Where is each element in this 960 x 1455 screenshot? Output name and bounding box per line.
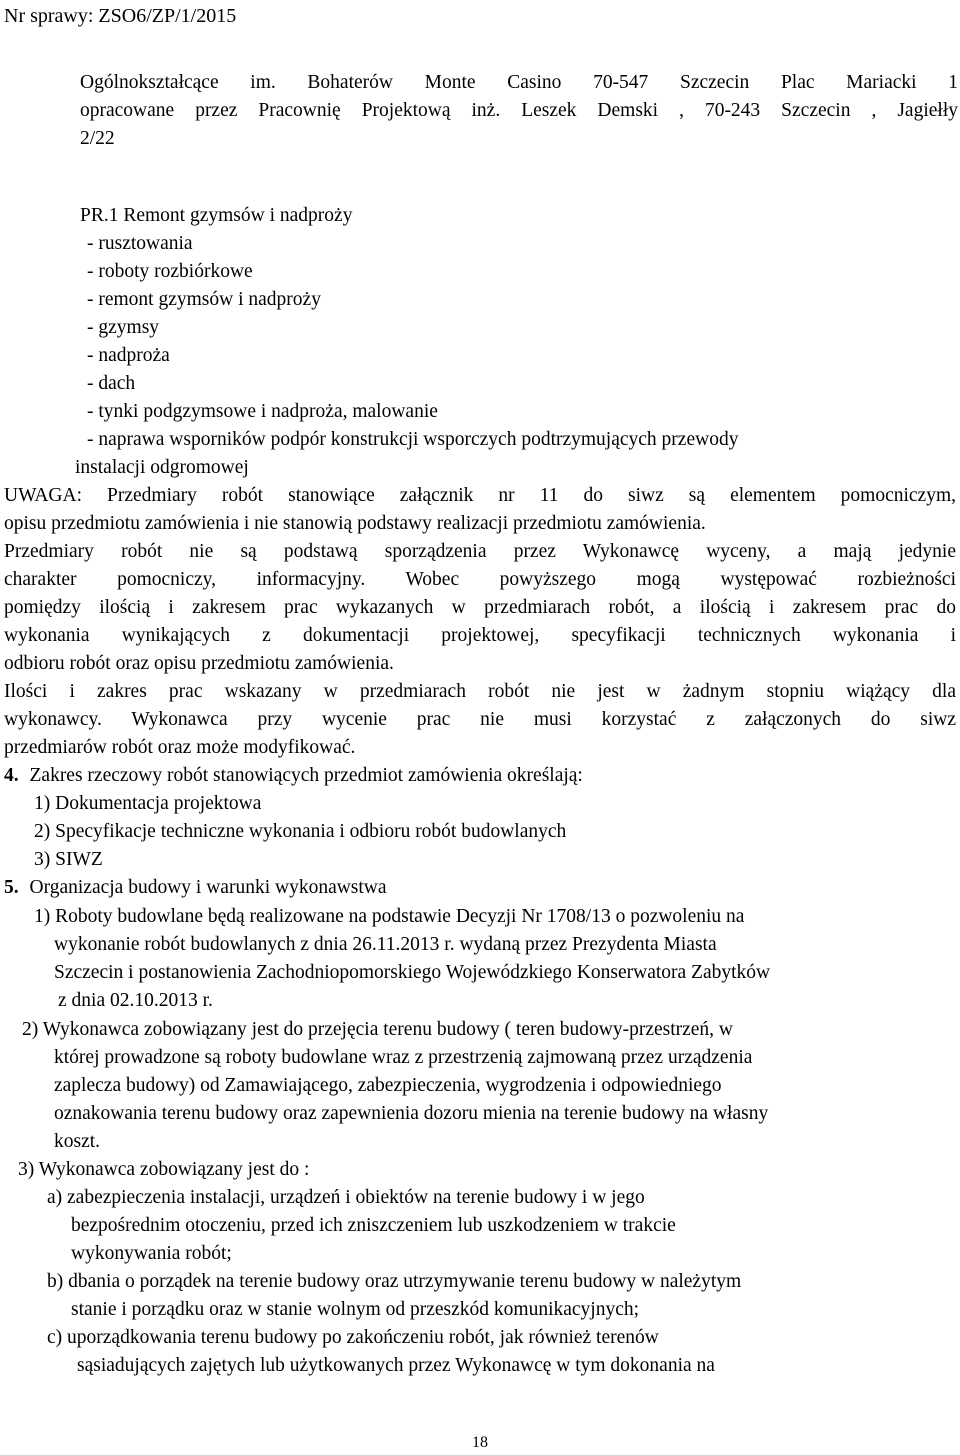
section-5-item-2: koszt. <box>54 1131 101 1152</box>
section-5-title: Organizacja budowy i warunki wykonawstwa <box>29 877 387 898</box>
section-4-item: 2) Specyfikacje techniczne wykonania i odbioru robót budowlanych <box>34 821 567 842</box>
section-5-item-1: wykonanie robót budowlanych z dnia 26.11.2013 r. wydaną przez Prezydenta Miasta <box>54 934 717 955</box>
section-5-item-3c: c) uporządkowania terenu budowy po zakończeniu robót, jak również terenów <box>47 1327 659 1348</box>
uwaga-line: odbioru robót oraz opisu przedmiotu zamówienia. <box>4 653 394 674</box>
section-4-item: 1) Dokumentacja projektowa <box>34 793 262 814</box>
intro-line-3: 2/22 <box>80 128 115 149</box>
pr1-item: - roboty rozbiórkowe <box>87 261 253 282</box>
pr1-item: - tynki podgzymsowe i nadproża, malowanie <box>87 401 438 422</box>
section-5-item-3a: a) zabezpieczenia instalacji, urządzeń i obiektów na terenie budowy i w jego <box>47 1187 645 1208</box>
uwaga-line: pomiędzy ilością i zakresem prac wykazanych w przedmiarach robót, a ilością i zakresem prac do <box>4 597 956 618</box>
pr1-title: PR.1 Remont gzymsów i nadproży <box>80 205 353 226</box>
case-number-header: Nr sprawy: ZSO6/ZP/1/2015 <box>4 5 237 27</box>
section-5-item-1: z dnia 02.10.2013 r. <box>58 990 213 1011</box>
section-5-number: 5. <box>4 877 19 898</box>
uwaga-line: Przedmiary robót nie są podstawą sporządzenia przez Wykonawcę wyceny, a mają jedynie <box>4 541 956 562</box>
pr1-item: - rusztowania <box>87 233 193 254</box>
section-4-number: 4. <box>4 765 19 786</box>
pr1-item: instalacji odgromowej <box>75 457 249 478</box>
pr1-item: - dach <box>87 373 136 394</box>
uwaga-line: przedmiarów robót oraz może modyfikować. <box>4 737 356 758</box>
pr1-item: - gzymsy <box>87 317 160 338</box>
section-5-item-3b: stanie i porządku oraz w stanie wolnym od przeszkód komunikacyjnych; <box>71 1299 640 1320</box>
section-5-item-3a: wykonywania robót; <box>71 1243 232 1264</box>
section-5-item-2: 2) Wykonawca zobowiązany jest do przejęcia terenu budowy ( teren budowy-przestrzeń, w <box>22 1019 734 1040</box>
section-5-item-3c: sąsiadujących zajętych lub użytkowanych przez Wykonawcę w tym dokonania na <box>77 1355 715 1376</box>
section-5-item-2: oznakowania terenu budowy oraz zapewnienia dozoru mienia na terenie budowy na własny <box>54 1103 769 1124</box>
section-5-heading <box>4 874 387 902</box>
uwaga-line: UWAGA: Przedmiary robót stanowiące załącznik nr 11 do siwz są elementem pomocniczym, <box>4 485 956 506</box>
uwaga-line: opisu przedmiotu zamówienia i nie stanowią podstawy realizacji przedmiotu zamówienia. <box>4 513 706 534</box>
pr1-item: - remont gzymsów i nadproży <box>87 289 321 310</box>
uwaga-line: wykonania wynikających z dokumentacji projektowej, specyfikacji technicznych wykonania i <box>4 625 956 646</box>
pr1-item: - naprawa wsporników podpór konstrukcji wsporczych podtrzymujących przewody <box>87 429 739 450</box>
intro-line-1: Ogólnokształcące im. Bohaterów Monte Casino 70-547 Szczecin Plac Mariacki 1 <box>80 72 958 93</box>
pr1-item: - nadproża <box>87 345 170 366</box>
section-5-item-1: 1) Roboty budowlane będą realizowane na podstawie Decyzji Nr 1708/13 o pozwoleniu na <box>34 906 745 927</box>
section-4-title: Zakres rzeczowy robót stanowiących przedmiot zamówienia określają: <box>29 765 583 786</box>
uwaga-line: wykonawcy. Wykonawca przy wycenie prac nie musi korzystać z załączonych do siwz <box>4 709 956 730</box>
uwaga-line: charakter pomocniczy, informacyjny. Wobec powyższego mogą występować rozbieżności <box>4 569 956 590</box>
section-5-item-3b: b) dbania o porządek na terenie budowy oraz utrzymywanie terenu budowy w należytym <box>47 1271 742 1292</box>
section-5-item-2: której prowadzone są roboty budowlane wraz z przestrzenią zajmowaną przez urządzenia <box>54 1047 753 1068</box>
intro-line-2: opracowane przez Pracownię Projektową inż. Leszek Demski , 70-243 Szczecin , Jagiełły <box>80 100 958 121</box>
uwaga-line: Ilości i zakres prac wskazany w przedmiarach robót nie jest w żadnym stopniu wiążący dla <box>4 681 956 702</box>
section-5-item-3-title: 3) Wykonawca zobowiązany jest do : <box>18 1159 310 1180</box>
section-5-item-1: Szczecin i postanowienia Zachodniopomorskiego Wojewódzkiego Konserwatora Zabytków <box>54 962 771 983</box>
section-4-heading <box>4 762 583 790</box>
section-5-item-2: zaplecza budowy) od Zamawiającego, zabezpieczenia, wygrodzenia i odpowiedniego <box>54 1075 722 1096</box>
section-4-item: 3) SIWZ <box>34 849 103 870</box>
section-5-item-3a: bezpośrednim otoczeniu, przed ich zniszczeniem lub uszkodzeniem w trakcie <box>71 1215 676 1236</box>
page-number: 18 <box>472 1434 488 1451</box>
